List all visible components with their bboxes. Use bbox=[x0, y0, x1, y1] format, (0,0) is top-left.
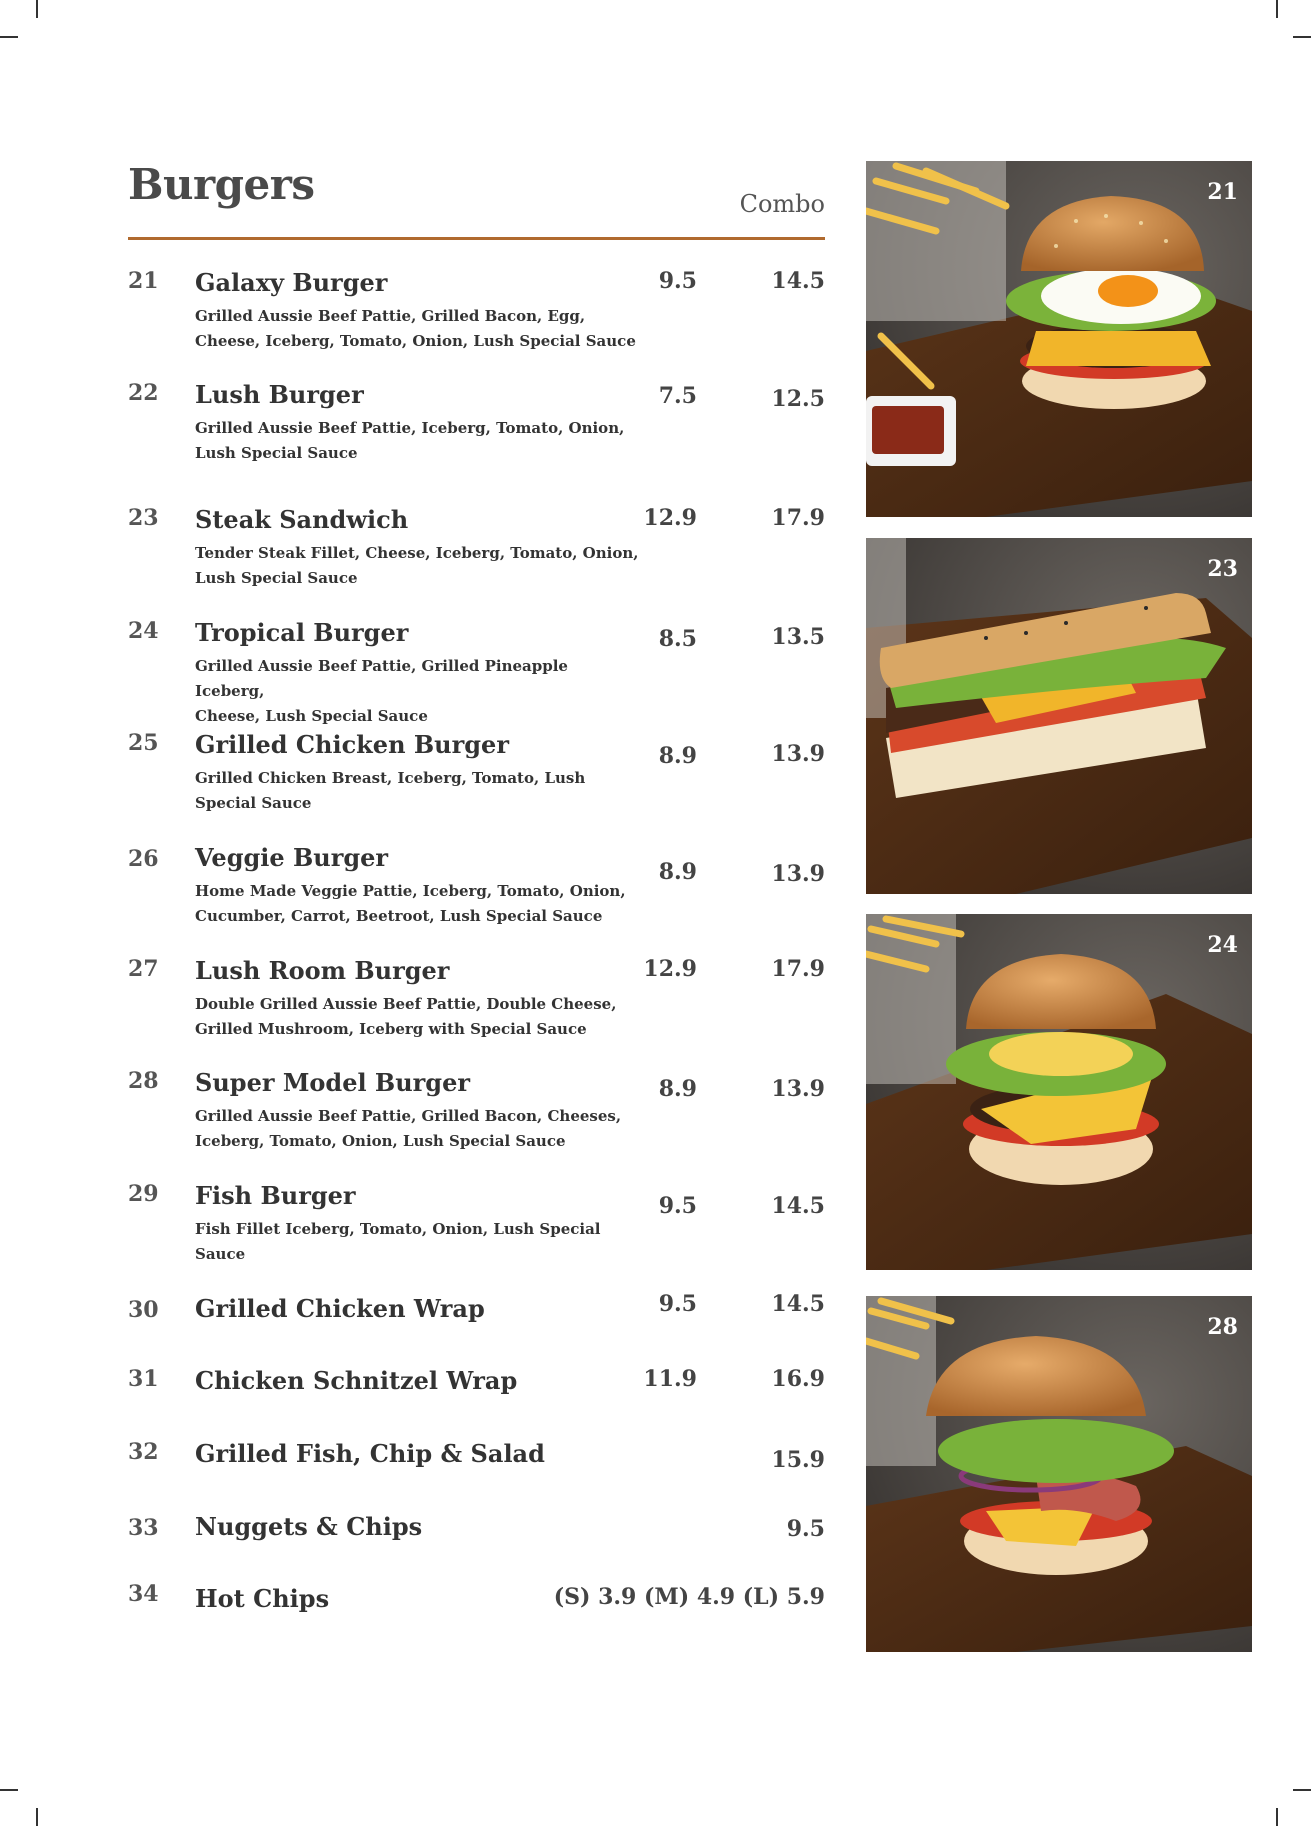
item-combo-price: 13.5 bbox=[771, 624, 825, 650]
menu-item-32 bbox=[128, 1439, 825, 1471]
item-combo-price: 14.5 bbox=[771, 1193, 825, 1219]
item-combo-price: 13.9 bbox=[771, 861, 825, 887]
item-combo-price: 15.9 bbox=[771, 1447, 825, 1473]
page-title: Burgers bbox=[128, 160, 315, 209]
item-name: Lush Room Burger bbox=[195, 956, 450, 985]
menu-item-22 bbox=[128, 380, 825, 460]
item-name: Grilled Fish, Chip & Salad bbox=[195, 1439, 545, 1468]
item-description: Grilled Aussie Beef Pattie, Iceberg, Tomato, Onion, Lush Special Sauce bbox=[195, 419, 625, 462]
item-size-prices: (S) 3.9 (M) 4.9 (L) 5.9 bbox=[553, 1584, 825, 1610]
menu-item-26 bbox=[128, 843, 825, 923]
menu-item-24 bbox=[128, 618, 825, 725]
item-number: 26 bbox=[128, 846, 159, 872]
menu-item-25 bbox=[128, 730, 825, 810]
menu-item-29 bbox=[128, 1181, 825, 1261]
item-name: Chicken Schnitzel Wrap bbox=[195, 1366, 518, 1395]
item-name: Fish Burger bbox=[195, 1181, 356, 1210]
item-combo-price: 16.9 bbox=[771, 1366, 825, 1392]
item-combo-price: 14.5 bbox=[771, 268, 825, 294]
item-name: Hot Chips bbox=[195, 1584, 330, 1613]
item-description: Fish Fillet Iceberg, Tomato, Onion, Lush Special Sauce bbox=[195, 1220, 601, 1263]
photo-label: 21 bbox=[1207, 179, 1238, 205]
item-name: Super Model Burger bbox=[195, 1068, 471, 1097]
menu-item-28 bbox=[128, 1068, 825, 1148]
item-combo-price: 17.9 bbox=[771, 505, 825, 531]
item-number: 21 bbox=[128, 268, 159, 294]
item-combo-price: 14.5 bbox=[771, 1291, 825, 1317]
item-price: 8.9 bbox=[658, 743, 697, 769]
galaxy-burger-photo bbox=[866, 161, 1252, 517]
item-number: 31 bbox=[128, 1366, 159, 1392]
tropical-burger-photo bbox=[866, 914, 1252, 1270]
item-description: Grilled Chicken Breast, Iceberg, Tomato, Lush Special Sauce bbox=[195, 769, 586, 812]
item-name: Steak Sandwich bbox=[195, 505, 409, 534]
item-price: 12.9 bbox=[643, 505, 697, 531]
crop-mark bbox=[36, 1808, 38, 1826]
item-combo-price: 9.5 bbox=[786, 1516, 825, 1542]
item-name: Tropical Burger bbox=[195, 618, 409, 647]
item-name: Galaxy Burger bbox=[195, 268, 388, 297]
crop-mark bbox=[1276, 0, 1278, 18]
item-combo-price: 13.9 bbox=[771, 1076, 825, 1102]
steak-sandwich-photo bbox=[866, 538, 1252, 894]
item-description: Grilled Aussie Beef Pattie, Grilled Pineapple Iceberg, Cheese, Lush Special Sauce bbox=[195, 657, 568, 725]
item-number: 33 bbox=[128, 1515, 159, 1541]
menu-item-34 bbox=[128, 1581, 825, 1616]
crop-mark bbox=[1276, 1808, 1278, 1826]
item-name: Lush Burger bbox=[195, 380, 364, 409]
crop-mark bbox=[1293, 1789, 1311, 1791]
item-number: 22 bbox=[128, 380, 159, 406]
item-number: 24 bbox=[128, 618, 159, 644]
item-combo-price: 13.9 bbox=[771, 741, 825, 767]
item-name: Veggie Burger bbox=[195, 843, 389, 872]
menu-item-30 bbox=[128, 1291, 825, 1326]
crop-mark bbox=[0, 36, 18, 38]
item-description: Tender Steak Fillet, Cheese, Iceberg, Tomato, Onion, Lush Special Sauce bbox=[195, 544, 639, 587]
item-description: Grilled Aussie Beef Pattie, Grilled Bacon, Egg, Cheese, Iceberg, Tomato, Onion, Lush Special Sauce bbox=[195, 307, 636, 350]
menu-item-27 bbox=[128, 956, 825, 1036]
item-name: Nuggets & Chips bbox=[195, 1512, 423, 1541]
photo-label: 23 bbox=[1207, 556, 1238, 582]
menu-item-21 bbox=[128, 268, 825, 348]
item-number: 34 bbox=[128, 1581, 159, 1607]
item-price: 12.9 bbox=[643, 956, 697, 982]
menu-item-31 bbox=[128, 1366, 825, 1398]
crop-mark bbox=[0, 1789, 18, 1791]
item-number: 25 bbox=[128, 730, 159, 756]
item-price: 8.5 bbox=[658, 626, 697, 652]
item-price: 9.5 bbox=[658, 1291, 697, 1317]
item-combo-price: 12.5 bbox=[771, 386, 825, 412]
combo-column-header: Combo bbox=[739, 190, 825, 218]
item-description: Home Made Veggie Pattie, Iceberg, Tomato, Onion, Cucumber, Carrot, Beetroot, Lush Special Sauce bbox=[195, 882, 626, 925]
item-price: 8.9 bbox=[658, 1076, 697, 1102]
photo-label: 28 bbox=[1207, 1314, 1238, 1340]
menu-item-33 bbox=[128, 1512, 825, 1544]
item-name: Grilled Chicken Burger bbox=[195, 730, 509, 759]
crop-mark bbox=[1293, 36, 1311, 38]
item-number: 28 bbox=[128, 1068, 159, 1094]
photo-label: 24 bbox=[1207, 932, 1238, 958]
item-number: 27 bbox=[128, 956, 159, 982]
item-name: Grilled Chicken Wrap bbox=[195, 1294, 485, 1323]
item-price: 9.5 bbox=[658, 268, 697, 294]
item-price: 8.9 bbox=[658, 859, 697, 885]
menu-item-23 bbox=[128, 505, 825, 585]
item-price: 11.9 bbox=[643, 1366, 697, 1392]
item-number: 23 bbox=[128, 505, 159, 531]
super-model-burger-photo bbox=[866, 1296, 1252, 1652]
item-description: Grilled Aussie Beef Pattie, Grilled Bacon, Cheeses, Iceberg, Tomato, Onion, Lush Special Sauce bbox=[195, 1107, 622, 1150]
item-combo-price: 17.9 bbox=[771, 956, 825, 982]
title-divider bbox=[128, 237, 825, 240]
item-description: Double Grilled Aussie Beef Pattie, Double Cheese, Grilled Mushroom, Iceberg with Special Sauce bbox=[195, 995, 617, 1038]
crop-mark bbox=[36, 0, 38, 18]
item-number: 32 bbox=[128, 1439, 159, 1465]
item-price: 7.5 bbox=[658, 383, 697, 409]
item-number: 29 bbox=[128, 1181, 159, 1207]
item-price: 9.5 bbox=[658, 1193, 697, 1219]
item-number: 30 bbox=[128, 1297, 159, 1323]
